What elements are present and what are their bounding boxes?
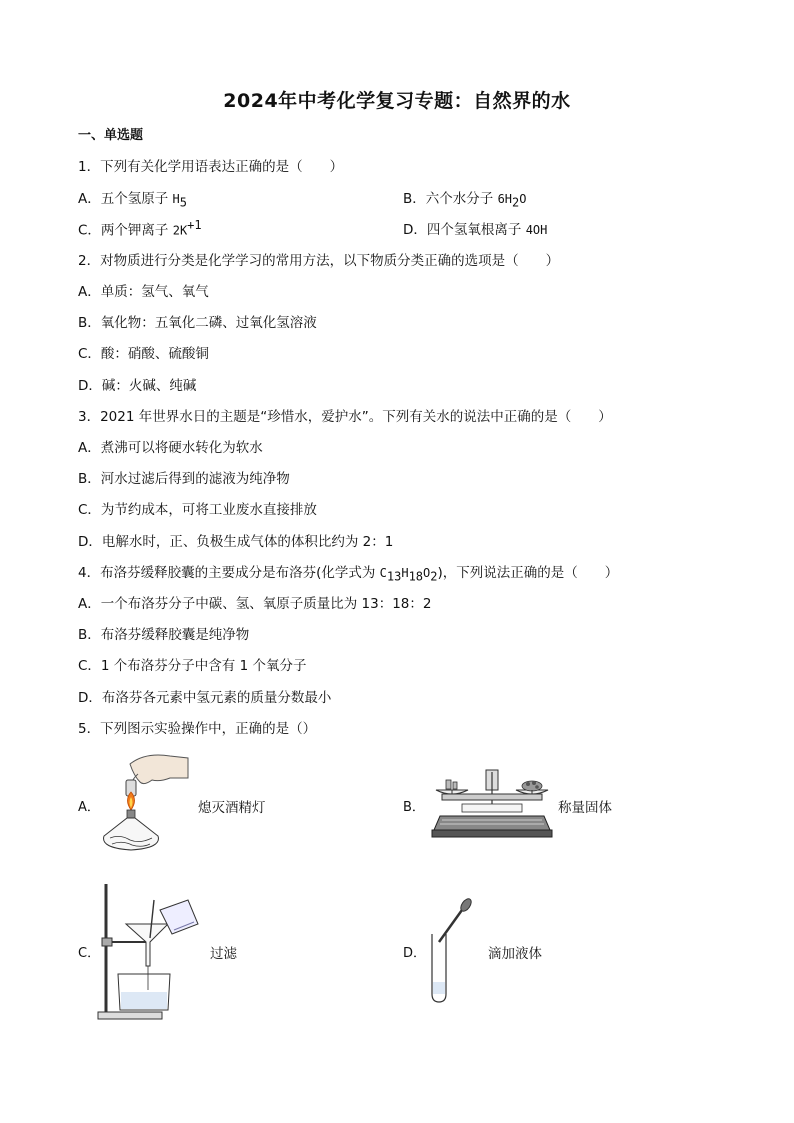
q5-option-a-label: A． [78,800,100,815]
balance-image [432,768,552,840]
q5-option-c-label: C． [78,946,101,961]
q3-option-c: C．为节约成本，可将工业废水直接排放 [78,502,317,518]
q1-option-c: C．两个钾离子 $2K^{+1}$ [78,218,202,239]
q4-option-b: B．布洛芬缓释胶囊是纯净物 [78,627,250,643]
q2-option-a: A．单质：氢气、氧气 [78,284,209,300]
q4-stem: 4．布洛芬缓释胶囊的主要成分是布洛芬(化学式为 $C_{13}H_{18}O_2$)，下列说法正确的是（ ） [78,565,619,584]
q2-option-b: B．氧化物：五氧化二磷、过氧化氢溶液 [78,315,317,331]
q5-stem: 5．下列图示实验操作中，正确的是（） [78,721,317,737]
q1-option-b: B．六个水分子 $6H_2O$ [403,191,527,210]
q2-option-c: C．酸：硝酸、硫酸铜 [78,346,209,362]
section-heading: 一、单选题 [78,128,144,143]
q5-option-d-label: D． [403,946,427,961]
q1-option-d: D．四个氢氧根离子 4OH [403,222,548,238]
q1-option-a: A．五个氢原子 $H_5$ [78,191,187,210]
q5-option-b-label: B． [403,800,425,815]
q5-option-c-caption: 过滤 [210,946,237,962]
q4-option-a: A．一个布洛芬分子中碳、氢、氧原子质量比为 13：18：2 [78,596,432,612]
q4-option-c: C．1 个布洛芬分子中含有 1 个氧分子 [78,658,307,674]
q1-stem: 1．下列有关化学用语表达正确的是（ ） [78,159,344,175]
alcohol-lamp-image [100,752,190,852]
dropper-image [424,898,474,1008]
q3-stem: 3．2021 年世界水日的主题是“珍惜水，爱护水”。下列有关水的说法中正确的是（ ） [78,409,612,425]
q5-option-b-caption: 称量固体 [558,800,612,816]
q3-option-d: D．电解水时，正、负极生成气体的体积比约为 2：1 [78,534,394,550]
q3-option-a: A．煮沸可以将硬水转化为软水 [78,440,263,456]
page-title: 2024年中考化学复习专题：自然界的水 [223,90,571,112]
filtration-image [96,880,206,1022]
q3-option-b: B．河水过滤后得到的滤液为纯净物 [78,471,290,487]
q2-stem: 2．对物质进行分类是化学学习的常用方法，以下物质分类正确的选项是（ ） [78,253,560,269]
q5-option-a-caption: 熄灭酒精灯 [198,800,266,816]
q2-option-d: D．碱：火碱、纯碱 [78,378,197,394]
q5-option-d-caption: 滴加液体 [488,946,542,962]
q4-option-d: D．布洛芬各元素中氢元素的质量分数最小 [78,690,332,706]
